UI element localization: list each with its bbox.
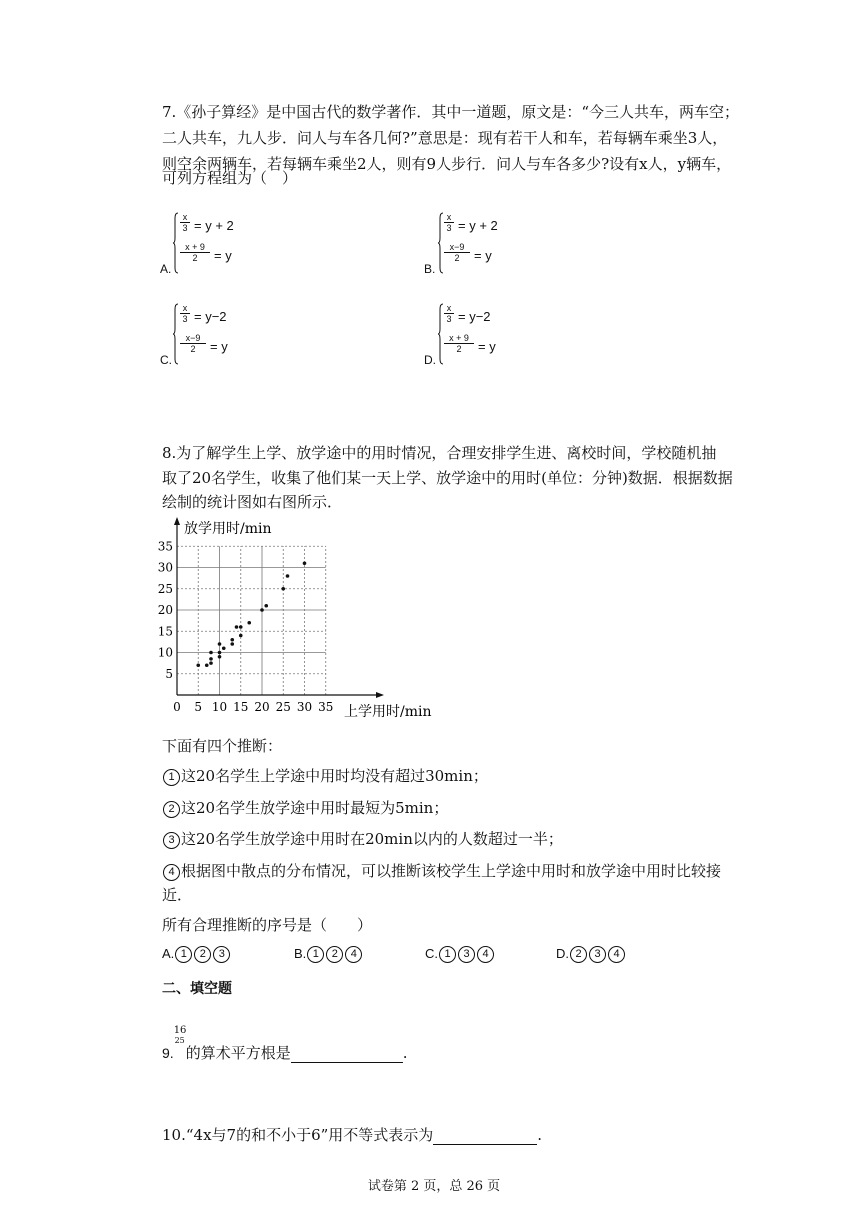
q8-choice-a[interactable]: A. 1 2 3: [162, 946, 231, 963]
option-letter: D.: [424, 353, 436, 367]
x-tick-label: 30: [296, 700, 313, 714]
scatter-point: [286, 574, 290, 578]
fraction: $\frac{x + 9}{2}$: [180, 242, 210, 263]
scatter-point: [239, 625, 243, 629]
circled-number-icon: 4: [163, 864, 180, 881]
statement-4-cont: 近．: [162, 886, 193, 904]
x-tick-label: 0: [173, 700, 181, 714]
q7-option-d[interactable]: [424, 303, 624, 373]
scatter-point: [264, 604, 268, 608]
x-tick-label: 35: [318, 700, 334, 714]
q8-line-1: 8.为了解学生上学、放学途中的用时情况，合理安排学生进、离校时间，学校随机抽: [162, 444, 717, 462]
q8-ask: 所有合理推断的序号是（ ）: [162, 916, 373, 934]
equation-rhs: = y: [478, 339, 496, 354]
q8-intro: 下面有四个推断：: [162, 737, 283, 755]
question-text: 的算术平方根是: [185, 1044, 291, 1062]
fraction: 16 25: [173, 1025, 187, 1045]
fraction: $\frac{x}{3}$: [444, 303, 454, 324]
x-axis-label: 上学用时/min: [344, 704, 432, 720]
q7-option-c[interactable]: [160, 303, 360, 373]
y-tick-label: 5: [165, 666, 173, 681]
q7-option-b[interactable]: [424, 212, 624, 282]
y-axis-arrow-icon: [174, 517, 180, 525]
q9: 9. 16 25 的算术平方根是 .: [162, 1025, 408, 1062]
scatter-point: [205, 663, 209, 667]
equation-rhs: = y−2: [194, 309, 227, 324]
equation-rhs: = y−2: [458, 309, 491, 324]
scatter-point: [222, 646, 226, 650]
section-heading: 二、填空题: [162, 980, 232, 996]
x-tick-label: 25: [275, 700, 291, 714]
statement-1: [162, 766, 488, 786]
fraction: $\frac{x}{3}$: [180, 212, 190, 233]
equation-rhs: = y: [210, 339, 228, 354]
q8-choice-d[interactable]: D. 2 3 4: [556, 946, 626, 963]
y-tick-label: 35: [157, 539, 173, 554]
q7-option-a[interactable]: [160, 212, 360, 282]
x-tick-label: 5: [194, 700, 203, 714]
scatter-point: [196, 663, 200, 667]
scatter-point: [218, 655, 222, 659]
question-number: 9.: [162, 1045, 174, 1061]
fraction: $\frac{x}{3}$: [180, 303, 190, 324]
statement-3: [162, 829, 563, 849]
equation-rhs: = y: [474, 248, 492, 263]
scatter-point: [230, 642, 234, 646]
statement-text: 根据图中散点的分布情况，可以推断该校学生上学途中用时和放学途中用时比较接: [181, 862, 722, 880]
option-letter: A.: [160, 262, 172, 276]
scatter-point: [281, 587, 285, 591]
scatter-point: [247, 621, 251, 625]
chart-points: [196, 561, 306, 667]
y-tick-label: 20: [157, 603, 173, 617]
q8-line-3: 绘制的统计图如右图所示．: [162, 493, 343, 511]
scatter-point: [239, 634, 243, 638]
equation-rhs: = y: [214, 248, 232, 263]
scatter-point: [235, 625, 239, 629]
fraction: $\frac{x}{3}$: [444, 212, 454, 233]
statement-4: [162, 861, 721, 881]
y-tick-label: 15: [157, 624, 173, 639]
y-axis-label: 放学用时/min: [184, 521, 272, 537]
answer-blank[interactable]: [433, 1126, 537, 1145]
scatter-point: [218, 642, 222, 646]
x-tick-label: 10: [211, 700, 228, 714]
scatter-chart: [157, 515, 450, 725]
statement-2: [162, 798, 448, 818]
x-axis-arrow-icon: [376, 692, 384, 698]
statement-text: 这20名学生上学途中用时均没有超过30min；: [181, 767, 488, 785]
answer-blank[interactable]: [291, 1044, 403, 1063]
scatter-point: [303, 561, 307, 565]
q7-line-3: 则空余两辆车，若每辆车乘坐2人，则有9人步行．问人与车各多少?设有x人，y辆车，: [162, 155, 732, 173]
q7-line-1: 7.《孙子算经》是中国古代的数学著作．其中一道题，原文是：“今三人共车，两车空；: [162, 103, 739, 121]
x-tick-label: 15: [233, 700, 249, 714]
x-tick-label: 20: [254, 700, 270, 714]
q7-line-2: 二人共车，九人步．问人与车各几何?”意思是：现有若干人和车，若每辆车乘坐3人，: [162, 129, 728, 147]
y-tick-label: 25: [157, 581, 173, 596]
option-letter: B.: [424, 262, 436, 276]
q8-line-2: 取了20名学生，收集了他们某一天上学、放学途中的用时(单位：分钟)数据．根据数据: [162, 469, 733, 487]
statement-text: 这20名学生放学途中用时在20min以内的人数超过一半；: [181, 830, 563, 848]
q8-choice-b[interactable]: B. 1 2 4: [294, 946, 363, 963]
chart-ticks: [158, 539, 334, 714]
statement-text: 这20名学生放学途中用时最短为5min；: [181, 799, 449, 817]
scatter-point: [209, 651, 213, 655]
q8-choice-c[interactable]: C. 1 3 4: [425, 946, 495, 963]
chart-grid: [177, 546, 326, 695]
page-footer: 试卷第 2 页，总 26 页: [367, 1179, 501, 1194]
q7-line-4: 可列方程组为（ ）: [162, 169, 298, 187]
y-tick-label: 10: [157, 645, 173, 660]
scatter-point: [230, 638, 234, 642]
equation-rhs: = y + 2: [194, 218, 234, 233]
q10: 10.“4x与7的和不小于6”用不等式表示为 .: [162, 1126, 543, 1144]
fraction: $\frac{x + 9}{2}$: [444, 333, 474, 354]
circled-number-icon: 2: [163, 801, 180, 818]
left-brace-icon: [173, 212, 179, 274]
circled-number-icon: 1: [163, 769, 180, 786]
left-brace-icon: [173, 303, 179, 365]
y-tick-label: 30: [157, 560, 173, 575]
chart-axes: [174, 517, 384, 698]
fraction: $\frac{x-9}{2}$: [180, 333, 206, 354]
question-text: 10.“4x与7的和不小于6”用不等式表示为: [162, 1126, 434, 1144]
option-letter: C.: [160, 353, 172, 367]
fraction: $\frac{x-9}{2}$: [444, 242, 470, 263]
scatter-point: [209, 661, 213, 665]
equation-rhs: = y + 2: [458, 218, 498, 233]
scatter-point: [260, 608, 264, 612]
circled-number-icon: 3: [163, 832, 180, 849]
scatter-point: [218, 651, 222, 655]
scatter-point: [209, 657, 213, 661]
